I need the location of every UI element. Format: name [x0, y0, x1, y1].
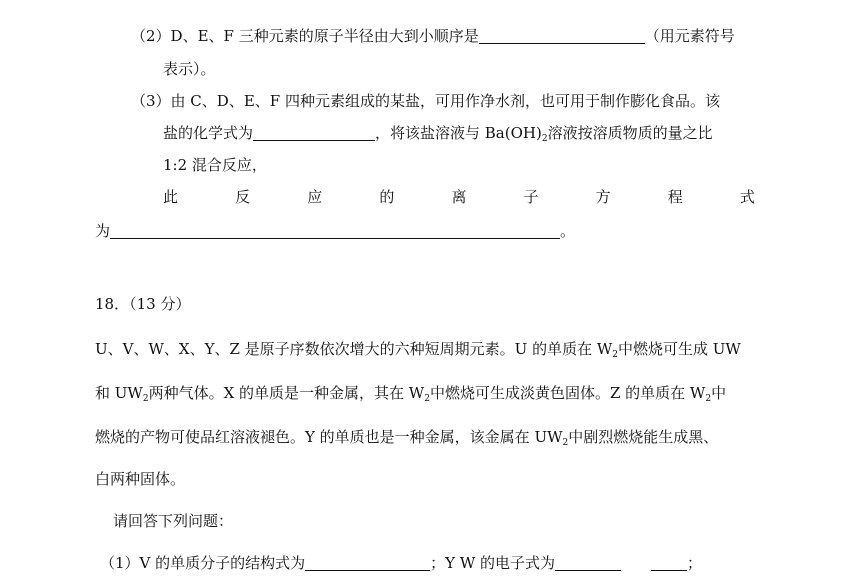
- answer-blank[interactable]: [305, 554, 430, 571]
- answer-blank[interactable]: [651, 554, 687, 571]
- q18-prompt: 请回答下列问题：: [113, 512, 234, 530]
- q18-para-line1: [95, 339, 741, 365]
- q17-3-text-mid: ，将该盐溶液与 Ba(OH): [375, 124, 542, 142]
- q17-2-line1: [131, 26, 735, 46]
- q17-2-text: （2）D、E、F 三种元素的原子半径由大到小顺序是: [131, 27, 479, 45]
- q17-3-line3: 1:2 混合反应，: [163, 156, 267, 174]
- spread-char: 反: [235, 188, 251, 206]
- q18-header: 18．（13 分）: [95, 295, 191, 313]
- subscript: 2: [142, 394, 149, 404]
- answer-blank[interactable]: [555, 554, 621, 571]
- q17-3-spread-line: [163, 187, 755, 207]
- para-text: 和 UW: [95, 384, 143, 402]
- subscript: 2: [541, 134, 548, 144]
- q17-3-line5: [95, 221, 575, 241]
- q17-3-line1: （3）由 C、D、E、F 四种元素组成的某盐，可用作净水剂，也可用于制作膨化食品。该: [131, 92, 720, 110]
- subscript: 2: [705, 394, 712, 404]
- spread-char: 方: [595, 188, 611, 206]
- para-text: 中: [711, 384, 727, 402]
- q17-2-line2: 表示）。: [163, 60, 216, 78]
- answer-blank[interactable]: [110, 222, 560, 239]
- subscript: 2: [424, 394, 430, 404]
- answer-blank[interactable]: [479, 27, 645, 44]
- spread-char: 的: [379, 188, 395, 206]
- spread-char: 程: [667, 188, 683, 206]
- q17-3-end: 。: [560, 222, 576, 240]
- q18-sub1-end: ；: [687, 554, 703, 572]
- q18-para-line3: [95, 427, 718, 453]
- q18-para-line2: [95, 383, 726, 409]
- spread-char: 离: [451, 188, 467, 206]
- spread-char: 式: [739, 188, 755, 206]
- subscript: 2: [562, 438, 569, 448]
- para-text: 中燃烧可生成淡黄色固体。Z 的单质在 W: [429, 384, 706, 402]
- para-text: 两种气体。X 的单质是一种金属，其在 W: [148, 384, 425, 402]
- spread-char: 应: [307, 188, 323, 206]
- para-text: 中燃烧可生成 UW: [618, 340, 741, 358]
- subscript: 2: [612, 350, 618, 360]
- answer-blank[interactable]: [253, 124, 375, 141]
- spread-char: 子: [523, 188, 539, 206]
- q18-sub1-text: （1）V 的单质分子的结构式为: [100, 554, 306, 572]
- spread-char: 此: [163, 188, 179, 206]
- q17-3-text-after: 溶液按溶质物质的量之比: [547, 124, 713, 142]
- q17-2-text-after: （用元素符号: [644, 27, 735, 45]
- q18-sub1-text-b: ；Y W 的电子式为: [430, 554, 556, 572]
- q18-sub1: [100, 553, 702, 573]
- para-text: U、V、W、X、Y、Z 是原子序数依次增大的六种短周期元素。U 的单质在 W: [95, 340, 613, 358]
- q17-3-wei: 为: [95, 222, 111, 240]
- para-text: 燃烧的产物可使品红溶液褪色。Y 的单质也是一种金属，该金属在 UW: [95, 428, 563, 446]
- q17-3-text: 盐的化学式为: [163, 124, 254, 142]
- q17-3-line2: [163, 123, 713, 149]
- para-text: 中剧烈燃烧能生成黑、: [568, 428, 719, 446]
- q18-para-line4: 白两种固体。: [95, 470, 186, 488]
